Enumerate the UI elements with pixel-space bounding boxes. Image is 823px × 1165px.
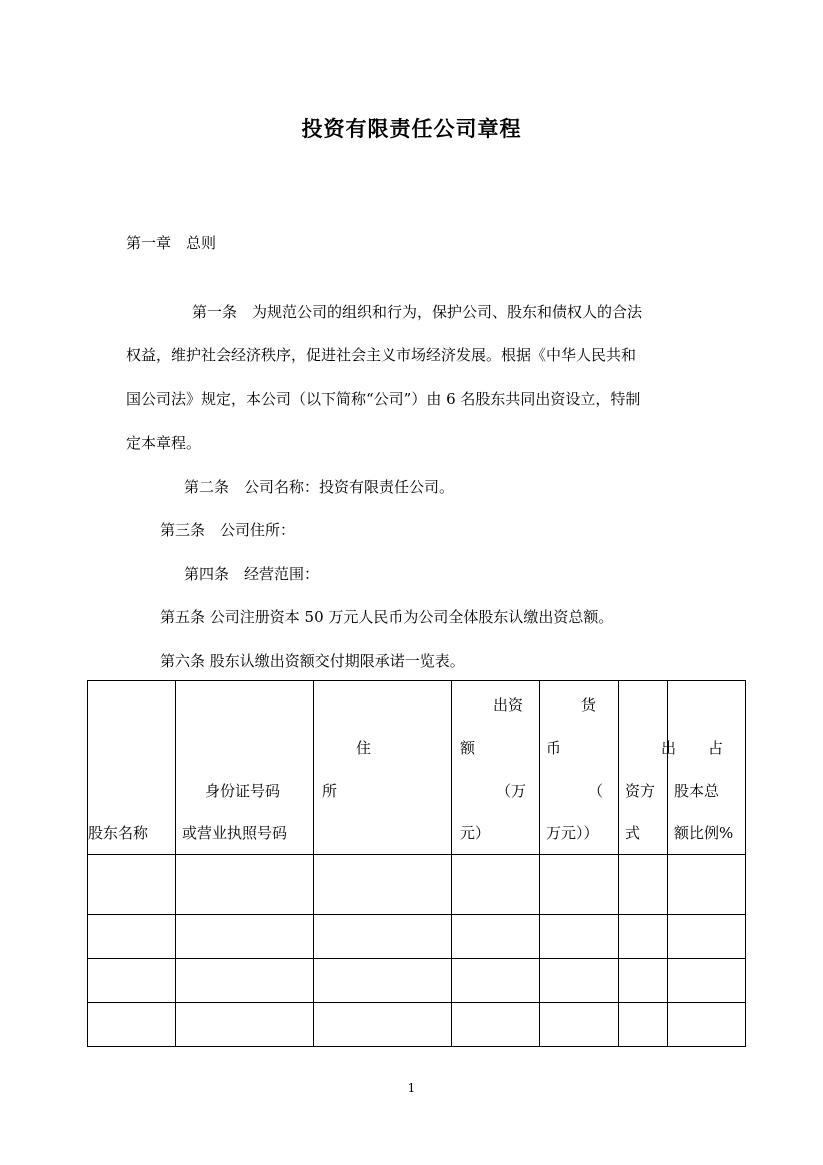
header-amount-line-4: 元） — [460, 824, 491, 842]
header-ratio-line-1: 占 — [708, 739, 724, 757]
table-cell[interactable] — [176, 1003, 314, 1047]
table-cell[interactable] — [540, 915, 619, 959]
table-cell[interactable] — [619, 855, 668, 915]
table-row — [88, 959, 746, 1003]
table-cell[interactable] — [619, 915, 668, 959]
header-id-number — [176, 681, 314, 855]
article-1-line-4: 定本章程。 — [126, 434, 202, 452]
header-currency — [540, 681, 619, 855]
table-cell[interactable] — [619, 959, 668, 1003]
header-method-line-3: 式 — [625, 824, 641, 842]
document-title: 投资有限责任公司章程 — [301, 116, 522, 141]
table-cell[interactable] — [176, 959, 314, 1003]
table-row — [88, 915, 746, 959]
table-cell[interactable] — [452, 855, 540, 915]
table-cell[interactable] — [314, 915, 452, 959]
table-cell[interactable] — [88, 915, 176, 959]
table-cell[interactable] — [452, 915, 540, 959]
header-id-line-1: 身份证号码 — [205, 782, 281, 800]
header-method-line-2: 资方 — [625, 782, 656, 800]
header-share-ratio — [668, 681, 746, 855]
shareholder-table — [87, 680, 746, 1047]
table-cell[interactable] — [619, 1003, 668, 1047]
header-ratio-line-3: 额比例% — [674, 824, 734, 842]
table-cell[interactable] — [88, 959, 176, 1003]
header-amount-line-2: 额 — [460, 739, 476, 757]
header-address-line-2: 所 — [322, 782, 338, 800]
header-method-line-1: 出 — [661, 739, 677, 757]
header-contribution-amount — [452, 681, 540, 855]
article-1-line-3: 国公司法》规定，本公司（以下简称“公司”）由 6 名股东共同出资设立，特制 — [126, 390, 641, 408]
header-address-line-1: 住 — [356, 739, 372, 757]
chapter-heading: 第一章 总则 — [126, 234, 217, 252]
table-row — [88, 1003, 746, 1047]
table-cell[interactable] — [668, 915, 746, 959]
header-amount-line-1: 出资 — [493, 696, 524, 714]
header-shareholder-name — [88, 681, 176, 855]
table-cell[interactable] — [540, 959, 619, 1003]
header-currency-line-3: （ — [588, 782, 604, 800]
header-amount-line-3: （万 — [496, 782, 527, 800]
table-cell[interactable] — [540, 1003, 619, 1047]
article-3: 第三条 公司住所： — [160, 521, 296, 539]
header-contribution-method — [619, 681, 677, 855]
table-cell[interactable] — [668, 855, 746, 915]
table-row — [88, 855, 746, 915]
article-2: 第二条 公司名称：投资有限责任公司。 — [184, 478, 455, 496]
header-currency-line-1: 货 — [581, 696, 597, 714]
table-cell[interactable] — [176, 915, 314, 959]
table-cell[interactable] — [668, 959, 746, 1003]
article-1-line-1: 第一条 为规范公司的组织和行为，保护公司、股东和债权人的合法 — [192, 303, 643, 321]
table-cell[interactable] — [314, 959, 452, 1003]
article-1-line-2: 权益，维护社会经济秩序，促进社会主义市场经济发展。根据《中华人民共和 — [126, 346, 637, 364]
header-currency-line-4: 万元）） — [546, 824, 599, 842]
article-6: 第六条 股东认缴出资额交付期限承诺一览表。 — [160, 652, 465, 670]
table-cell[interactable] — [314, 1003, 452, 1047]
header-currency-line-2: 币 — [546, 739, 562, 757]
article-4: 第四条 经营范围： — [184, 565, 320, 583]
page-number: 1 — [407, 1081, 416, 1095]
table-cell[interactable] — [452, 1003, 540, 1047]
header-id-line-2: 或营业执照号码 — [182, 824, 288, 842]
header-name-text: 股东名称 — [88, 824, 149, 842]
table-cell[interactable] — [314, 855, 452, 915]
header-address — [314, 681, 452, 855]
table-cell[interactable] — [452, 959, 540, 1003]
table-cell[interactable] — [668, 1003, 746, 1047]
table-cell[interactable] — [176, 855, 314, 915]
table-cell[interactable] — [88, 1003, 176, 1047]
header-ratio-line-2: 股本总 — [674, 782, 720, 800]
table-cell[interactable] — [88, 855, 176, 915]
article-5: 第五条 公司注册资本 50 万元人民币为公司全体股东认缴出资总额。 — [160, 608, 614, 626]
table-header-row — [88, 681, 746, 855]
table-cell[interactable] — [540, 855, 619, 915]
